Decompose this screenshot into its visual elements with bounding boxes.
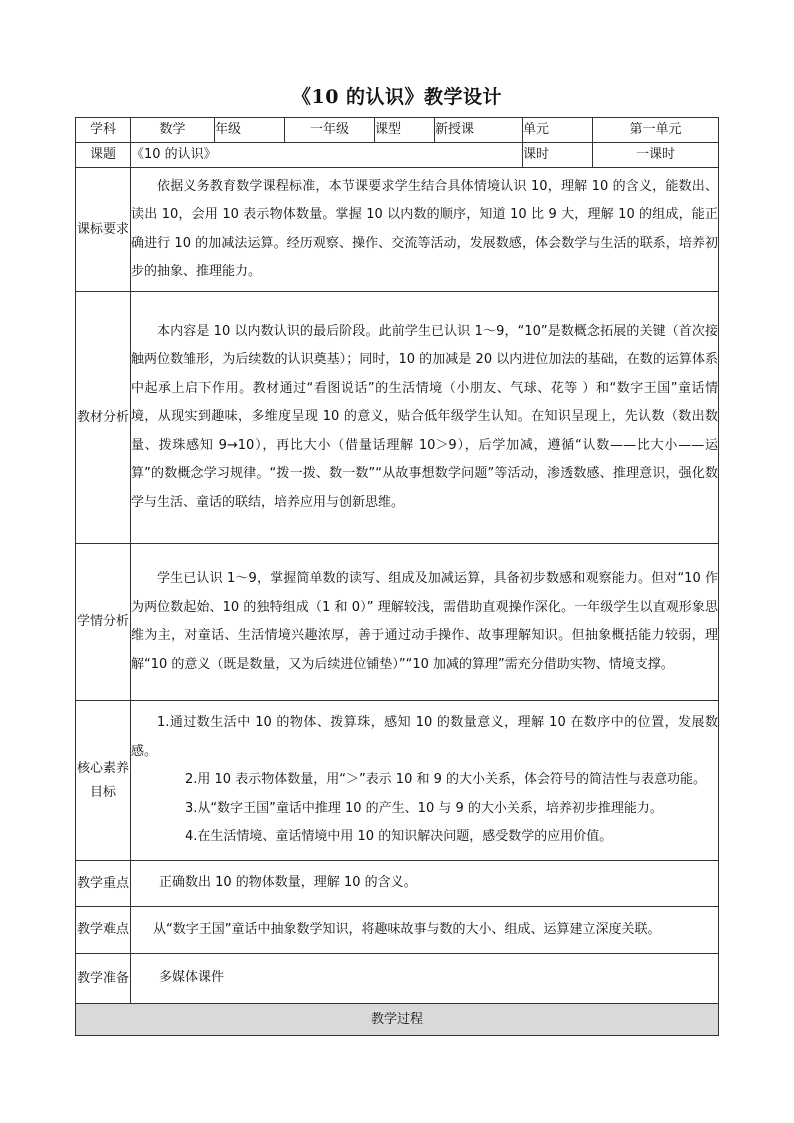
difficulty-label: 教学难点 (76, 907, 131, 954)
type-label: 课型 (375, 118, 435, 143)
standards-label: 课标要求 (76, 168, 131, 292)
unit-value: 第一单元 (593, 118, 719, 143)
period-label: 课时 (523, 143, 593, 168)
standards-row (76, 168, 719, 292)
lesson-plan-table (75, 117, 719, 1036)
learners-row (76, 544, 719, 701)
preparation-row (76, 954, 719, 1004)
textbook-row (76, 292, 719, 544)
goals-label: 核心素养目标 (76, 701, 131, 861)
grade-value: 一年级 (285, 118, 375, 143)
preparation-label: 教学准备 (76, 954, 131, 1004)
header-row (76, 118, 719, 143)
goal-item: 1.通过数生活中 10 的物体、拨算珠，感知 10 的数量意义，理解 10 在数序中的位置，发展数感。 (131, 715, 718, 759)
topic-value: 《10 的认识》 (131, 143, 523, 168)
key-point-label: 教学重点 (76, 861, 131, 907)
unit-label: 单元 (523, 118, 593, 143)
process-row (76, 1004, 719, 1036)
subject-value: 数学 (131, 118, 215, 143)
topic-row (76, 143, 719, 168)
goals-row (76, 701, 719, 861)
textbook-cell (131, 292, 719, 544)
learners-cell (131, 544, 719, 701)
key-point-text: 正确数出 10 的物体数量，理解 10 的含义。 (159, 875, 417, 891)
textbook-text: 本内容是 10 以内数认识的最后阶段。此前学生已认识 1～9，“10”是数概念拓展的关键（首次接触两位数雏形，为后续数的认识奠基）；同时，10 的加减是 20 以内进位加法的基础，在数的运算体系中起承上启下作用。教材通过“看图说话”的生活情境（小朋友、气球、花等 ）和“数字王国”童话情境，从现实到趣味，多维度呈现 10 的意义，贴合低年级学生认知。在知识呈现上，先认数（数出数量、拨珠感知 9→10），再比大小（借量话理解 10＞9），后学加减，遵循“认数——比大小——运算”的数概念学习规律。“拨一拨、数一数”“从故事想数学问题”等活动，渗透数感、推理意识，强化数学与生活、童话的联结，培养应用与创新思维。 (131, 323, 718, 510)
subject-label: 学科 (76, 118, 131, 143)
learners-text: 学生已认识 1～9，掌握简单数的读写、组成及加减运算，具备初步数感和观察能力。但对“10 作为两位数起始、10 的独特组成（1 和 0）” 理解较浅，需借助直观操作深化。一年级学生以直观形象思维为主，对童话、生活情境兴趣浓厚，善于通过动手操作、故事理解知识。但抽象概括能力较弱，理解“10 的意义（既是数量，又为后续进位铺垫）”“10 加减的算理”需充分借助实物、情境支撑。 (131, 571, 718, 672)
key-point-cell (131, 861, 719, 907)
goals-cell (131, 701, 719, 861)
process-header: 教学过程 (76, 1004, 719, 1036)
document-title: 《10 的认识》教学设计 (291, 86, 503, 108)
standards-text: 依据义务教育数学课程标准，本节课要求学生结合具体情境认识 10，理解 10 的含义，能数出、读出 10，会用 10 表示物体数量。掌握 10 以内数的顺序，知道 10 比 9 大，理解 10 的组成，能正确进行 10 的加减法运算。经历观察、操作、交流等活动，发展数感，体会数学与生活的联系，培养初步的抽象、推理能力。 (131, 178, 718, 279)
topic-label: 课题 (76, 143, 131, 168)
goal-item: 2.用 10 表示物体数量，用“＞”表示 10 和 9 的大小关系，体会符号的简洁性与表意功能。 (185, 772, 707, 788)
difficulty-text: 从“数字王国”童话中抽象数学知识，将趣味故事与数的大小、组成、运算建立深度关联。 (153, 921, 661, 937)
period-value: 一课时 (593, 143, 719, 168)
goal-item: 4.在生活情境、童话情境中用 10 的知识解决问题，感受数学的应用价值。 (185, 829, 613, 845)
grade-label: 年级 (215, 118, 285, 143)
textbook-label: 教材分析 (76, 292, 131, 544)
key-point-row (76, 861, 719, 907)
preparation-text: 多媒体课件 (159, 970, 225, 986)
difficulty-row (76, 907, 719, 954)
type-value: 新授课 (435, 118, 523, 143)
goal-item: 3.从“数字王国”童话中推理 10 的产生、10 与 9 的大小关系，培养初步推理能力。 (185, 800, 663, 816)
difficulty-cell (131, 907, 719, 954)
standards-cell (131, 168, 719, 292)
preparation-cell (131, 954, 719, 1004)
learners-label: 学情分析 (76, 544, 131, 701)
